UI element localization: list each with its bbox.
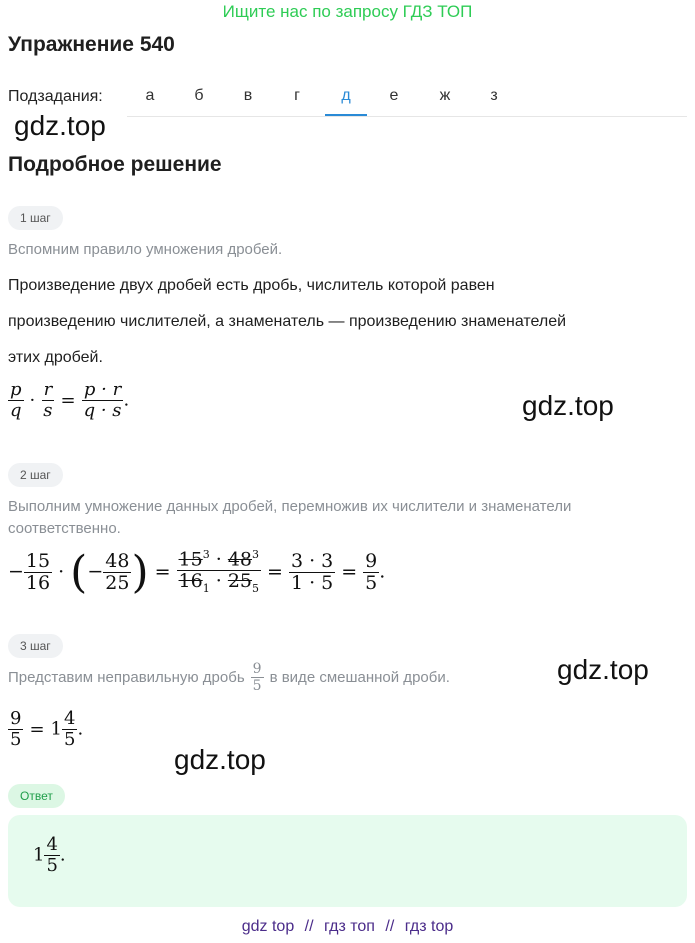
- footer-link-gdz-top-ru[interactable]: гдз топ: [324, 918, 375, 935]
- subtask-tab-b[interactable]: б: [194, 87, 204, 104]
- subtask-tab-v[interactable]: в: [243, 87, 253, 104]
- f1-den: 16: [25, 571, 51, 594]
- f1-num: 15: [25, 549, 51, 572]
- step-3-hint-pre: Представим неправильную дробь: [8, 669, 245, 687]
- result-den: 5: [365, 571, 378, 594]
- footer-link-gdz-top-mixed[interactable]: гдз top: [404, 918, 454, 935]
- subtask-tab-d[interactable]: д: [325, 78, 367, 116]
- cancel-48: 48: [227, 548, 253, 571]
- cancel-16-sub: 1: [202, 582, 210, 596]
- mid-den: 1 · 5: [290, 571, 334, 594]
- answer-den: 5: [46, 854, 58, 876]
- f2-num: 48: [105, 549, 130, 572]
- step-3-badge: 3 шаг: [8, 634, 63, 658]
- mid-num: 3 · 3: [290, 549, 334, 572]
- answer-value: 1 $\frac{4}{5}$ .: [33, 834, 66, 876]
- subtasks-label: Подзадания:: [8, 88, 103, 105]
- cancel-15-sup: 3: [202, 548, 210, 562]
- footer-links: [0, 918, 695, 936]
- s3-num: 9: [10, 708, 22, 729]
- s3-mixed-num: 4: [64, 708, 76, 729]
- step-2-hint-line-1: Выполним умножение данных дробей, перемножив их числители и знаменатели: [8, 498, 572, 515]
- step-1-text-line-2: произведению числителей, а знаменатель — произведению знаменателей: [8, 313, 567, 330]
- cancel-16: 16: [178, 570, 203, 593]
- step-2-badge: 2 шаг: [8, 463, 63, 487]
- step-1-badge: 1 шаг: [8, 206, 63, 230]
- step-1-text-line-3: этих дробей.: [8, 349, 103, 366]
- step-3-hint-post: в виде смешанной дроби.: [269, 669, 450, 687]
- subtask-tab-a[interactable]: а: [145, 87, 155, 104]
- s3-whole: 1: [50, 718, 62, 740]
- result-num: 9: [365, 549, 378, 572]
- footer-separator: //: [385, 918, 395, 935]
- f2-den: 25: [105, 571, 130, 594]
- answer-box: [8, 815, 687, 907]
- cancel-48-sup: 3: [252, 548, 260, 562]
- step-1-text-line-1: Произведение двух дробей есть дробь, числитель которой равен: [8, 277, 495, 294]
- subtasks-tabs: [127, 78, 687, 117]
- step-2-formula: − $\frac{15}{16}$ · (− $\frac{48}{25}$ ) = $\frac{15^3 \cdot 48^3}{16_1 \cdot 25_5}$ = $\frac{3 \cdot 3}{1 \cdot 5}$ = $\frac{9}{5}$ .: [8, 547, 386, 598]
- cancel-15: 15: [178, 548, 203, 571]
- answer-num: 4: [46, 834, 58, 855]
- step-3-hint: [8, 662, 450, 694]
- cancel-25-sub: 5: [252, 582, 260, 596]
- subtask-tab-zh[interactable]: ж: [439, 87, 451, 104]
- inline-frac-num: 9: [252, 661, 262, 677]
- subtask-tab-e[interactable]: е: [389, 87, 399, 104]
- promo-banner[interactable]: Ищите нас по запросу ГДЗ ТОП: [222, 2, 473, 21]
- footer-link-gdz-top[interactable]: gdz top: [241, 918, 295, 935]
- subtask-tab-g[interactable]: г: [294, 87, 300, 104]
- step-1-formula: $\frac{p}{q}$ · $\frac{r}{s}$ = $\frac{p \cdot r}{q \cdot s}$ .: [10, 379, 130, 421]
- footer-separator: //: [304, 918, 314, 935]
- formula-result-num: p · r: [83, 379, 122, 400]
- formula-c: r: [43, 379, 53, 400]
- formula-a: p: [10, 379, 22, 400]
- formula-b: q: [10, 399, 22, 421]
- step-3-formula: $\frac{9}{5}$ = 1 $\frac{4}{5}$ .: [10, 708, 84, 750]
- step-1-hint: Вспомним правило умножения дробей.: [8, 241, 283, 258]
- formula-result-den: q · s: [83, 399, 122, 421]
- subtask-tab-z[interactable]: з: [490, 87, 498, 104]
- answer-badge: Ответ: [8, 784, 65, 808]
- section-title: Подробное решение: [8, 153, 222, 176]
- watermark: gdz.top: [174, 744, 266, 775]
- page-title: Упражнение 540: [8, 33, 175, 56]
- answer-whole: 1: [33, 844, 45, 866]
- inline-frac-den: 5: [252, 678, 262, 695]
- formula-d: s: [43, 399, 53, 421]
- cancel-25: 25: [227, 570, 253, 593]
- watermark: gdz.top: [522, 390, 614, 421]
- step-2-hint-line-2: соответственно.: [8, 520, 121, 537]
- s3-den: 5: [10, 728, 22, 750]
- watermark: gdz.top: [14, 110, 106, 141]
- watermark: gdz.top: [557, 654, 649, 685]
- s3-mixed-den: 5: [64, 728, 76, 750]
